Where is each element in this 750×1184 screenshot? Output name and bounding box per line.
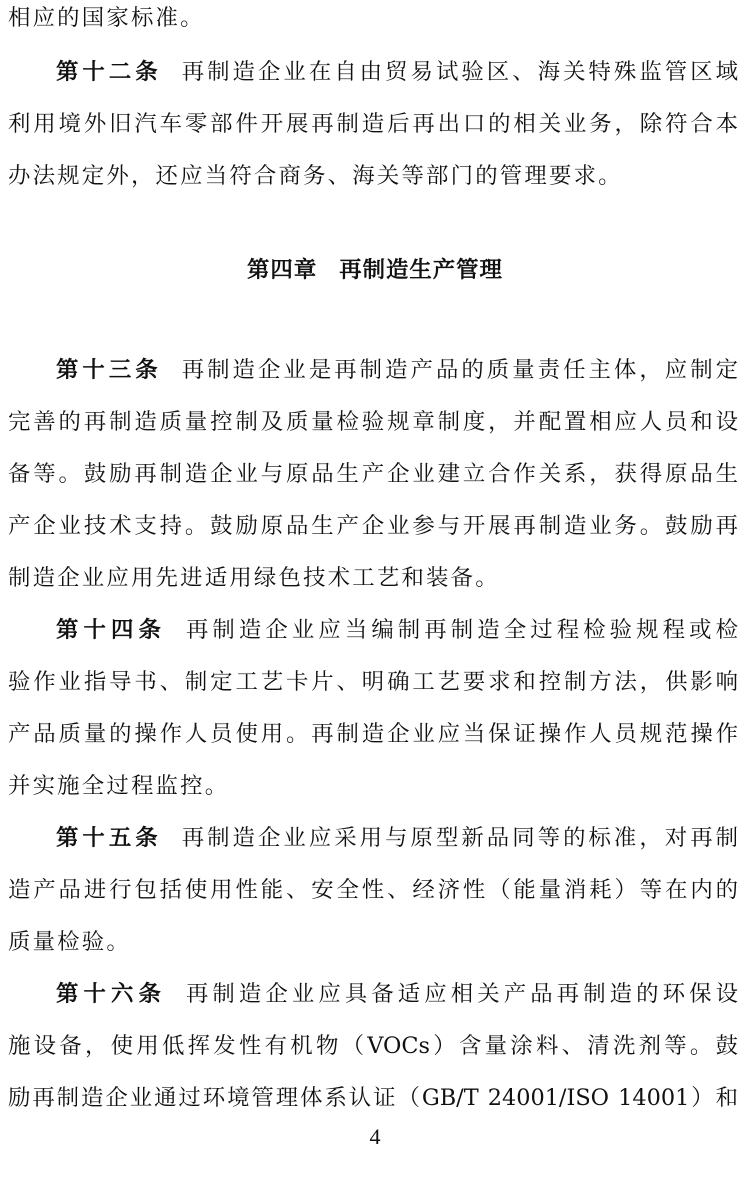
article-14-line-4 — [8, 766, 738, 806]
text-span: 再制造企业应具备适应相关产品再制造的环保设 — [185, 981, 738, 1007]
article-12-line-2 — [8, 104, 738, 144]
article-15-line-3 — [8, 922, 738, 962]
article-13-line-2 — [8, 402, 738, 442]
chapter-title: 再制造生产管理 — [339, 257, 503, 283]
text-span: 利用境外旧汽车零部件开展再制造后再出口的相关业务，除符合本 — [8, 111, 738, 137]
article-12-line-1 — [8, 52, 738, 92]
chapter-heading — [0, 250, 750, 290]
text-span: 备等。鼓励再制造企业与原品生产企业建立合作关系，获得原品生 — [8, 461, 738, 487]
text-span: 验作业指导书、制定工艺卡片、明确工艺要求和控制方法，供影响 — [8, 669, 738, 695]
text-span: 造产品进行包括使用性能、安全性、经济性（能量消耗）等在内的 — [8, 877, 738, 903]
page-number: 4 — [369, 1124, 381, 1149]
article-13-line-4 — [8, 506, 738, 546]
text-span: 产品质量的操作人员使用。再制造企业应当保证操作人员规范操作 — [8, 721, 738, 747]
text-span: 施设备，使用低挥发性有机物（VOCs）含量涂料、清洗剂等。鼓 — [8, 1033, 738, 1059]
article-16-line-3 — [8, 1078, 738, 1118]
article-15-line-1 — [8, 818, 738, 858]
article-14-line-1 — [8, 610, 738, 650]
article-14-line-3 — [8, 714, 738, 754]
text-span: 再制造企业在自由贸易试验区、海关特殊监管区域 — [181, 59, 738, 85]
text-span: 产企业技术支持。鼓励原品生产企业参与开展再制造业务。鼓励再 — [8, 513, 738, 539]
article-label: 第十四条 — [56, 617, 166, 643]
article-15-line-2 — [8, 870, 738, 910]
text-span: 办法规定外，还应当符合商务、海关等部门的管理要求。 — [8, 163, 623, 189]
text-span: 再制造企业应当编制再制造全过程检验规程或检 — [185, 617, 738, 643]
article-14-line-2 — [8, 662, 738, 702]
text-span: 制造企业应用先进适用绿色技术工艺和装备。 — [8, 565, 500, 591]
text-span: 质量检验。 — [8, 929, 131, 955]
article-label: 第十三条 — [56, 357, 162, 383]
article-12-line-3 — [8, 156, 738, 196]
article-13-line-3 — [8, 454, 738, 494]
article-13-line-1 — [8, 350, 738, 390]
text-span: 并实施全过程监控。 — [8, 773, 230, 799]
text-span: 再制造企业应采用与原型新品同等的标准，对再制 — [181, 825, 738, 851]
text-span: 再制造企业是再制造产品的质量责任主体，应制定 — [181, 357, 738, 383]
article-label: 第十二条 — [56, 59, 162, 85]
article-label: 第十六条 — [56, 981, 166, 1007]
chapter-number: 第四章 — [247, 257, 318, 283]
article-label: 第十五条 — [56, 825, 162, 851]
text-span: 相应的国家标准。 — [8, 5, 205, 31]
article-16-line-2 — [8, 1026, 738, 1066]
paragraph-line — [8, 0, 738, 38]
text-span: 励再制造企业通过环境管理体系认证（GB/T 24001/ISO 14001）和 — [8, 1085, 738, 1111]
article-16-line-1 — [8, 974, 738, 1014]
article-13-line-5 — [8, 558, 738, 598]
text-span: 完善的再制造质量控制及质量检验规章制度，并配置相应人员和设 — [8, 409, 738, 435]
